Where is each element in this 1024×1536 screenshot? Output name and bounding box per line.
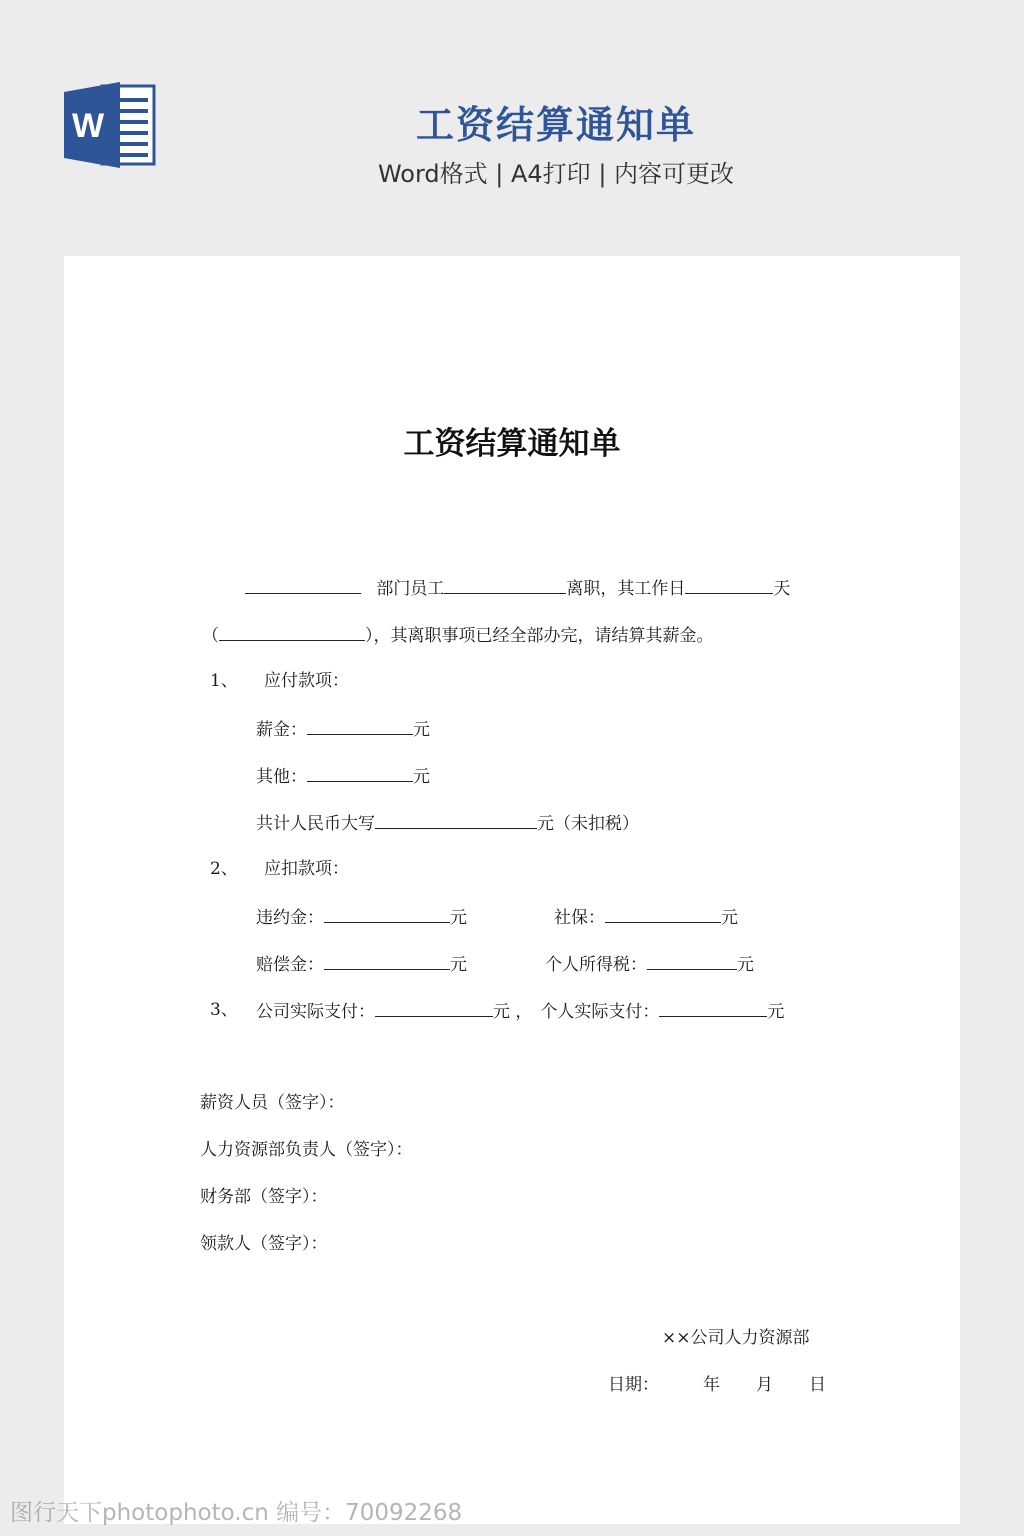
sign-hr: 人力资源部负责人（签字）：	[200, 1140, 413, 1160]
other-blank[interactable]	[307, 763, 413, 782]
workdays-uppercase-blank[interactable]	[219, 622, 365, 641]
sign-payroll: 薪资人员（签字）：	[200, 1093, 345, 1113]
banner	[0, 0, 1024, 256]
salary-row: 薪金： 元	[256, 716, 430, 740]
date-row: 日期： 年 月 日	[608, 1375, 826, 1395]
compensation-row: 赔偿金： 元	[256, 951, 467, 975]
social-row: 社保： 元	[554, 904, 738, 928]
company-payment-blank[interactable]	[375, 998, 493, 1017]
income-tax-blank[interactable]	[647, 951, 737, 970]
para-line-1: 部门员工 离职，其工作日 天	[245, 575, 790, 599]
other-row: 其他： 元	[256, 763, 430, 787]
income-tax-row: 个人所得税： 元	[545, 951, 754, 975]
document-title: 工资结算通知单	[403, 426, 621, 462]
employee-blank[interactable]	[444, 575, 566, 594]
department-blank[interactable]	[245, 575, 361, 594]
sign-recipient: 领款人（签字）：	[200, 1234, 328, 1254]
total-blank[interactable]	[375, 810, 537, 829]
section-2-number: 2、	[210, 859, 238, 879]
svg-text:W: W	[71, 107, 105, 145]
section-1-label: 应付款项：	[264, 671, 349, 691]
banner-title: 工资结算通知单	[415, 103, 696, 147]
section-2-label: 应扣款项：	[264, 859, 349, 879]
issuer: ××公司人力资源部	[662, 1328, 810, 1348]
penalty-row: 违约金： 元	[256, 904, 467, 928]
penalty-blank[interactable]	[324, 904, 450, 923]
section-1-number: 1、	[210, 671, 238, 691]
workdays-blank[interactable]	[685, 575, 773, 594]
sign-finance: 财务部（签字）：	[200, 1187, 328, 1207]
personal-payment-blank[interactable]	[659, 998, 767, 1017]
document-page	[64, 256, 960, 1524]
compensation-blank[interactable]	[324, 951, 450, 970]
banner-subtitle: Word格式 | A4打印 | 内容可更改	[377, 160, 735, 188]
actual-payment-row: 公司实际支付： 元 ， 个人实际支付： 元	[256, 998, 784, 1022]
section-3-number: 3、	[210, 1000, 238, 1020]
watermark: 图行天下photophoto.cn 编号：70092268	[10, 1500, 463, 1526]
para-line-2: （ ），其离职事项已经全部办完，请结算其薪金。	[202, 622, 714, 646]
word-icon	[64, 82, 156, 168]
salary-blank[interactable]	[307, 716, 413, 735]
total-row: 共计人民币大写 元（未扣税）	[256, 810, 639, 834]
social-blank[interactable]	[605, 904, 721, 923]
